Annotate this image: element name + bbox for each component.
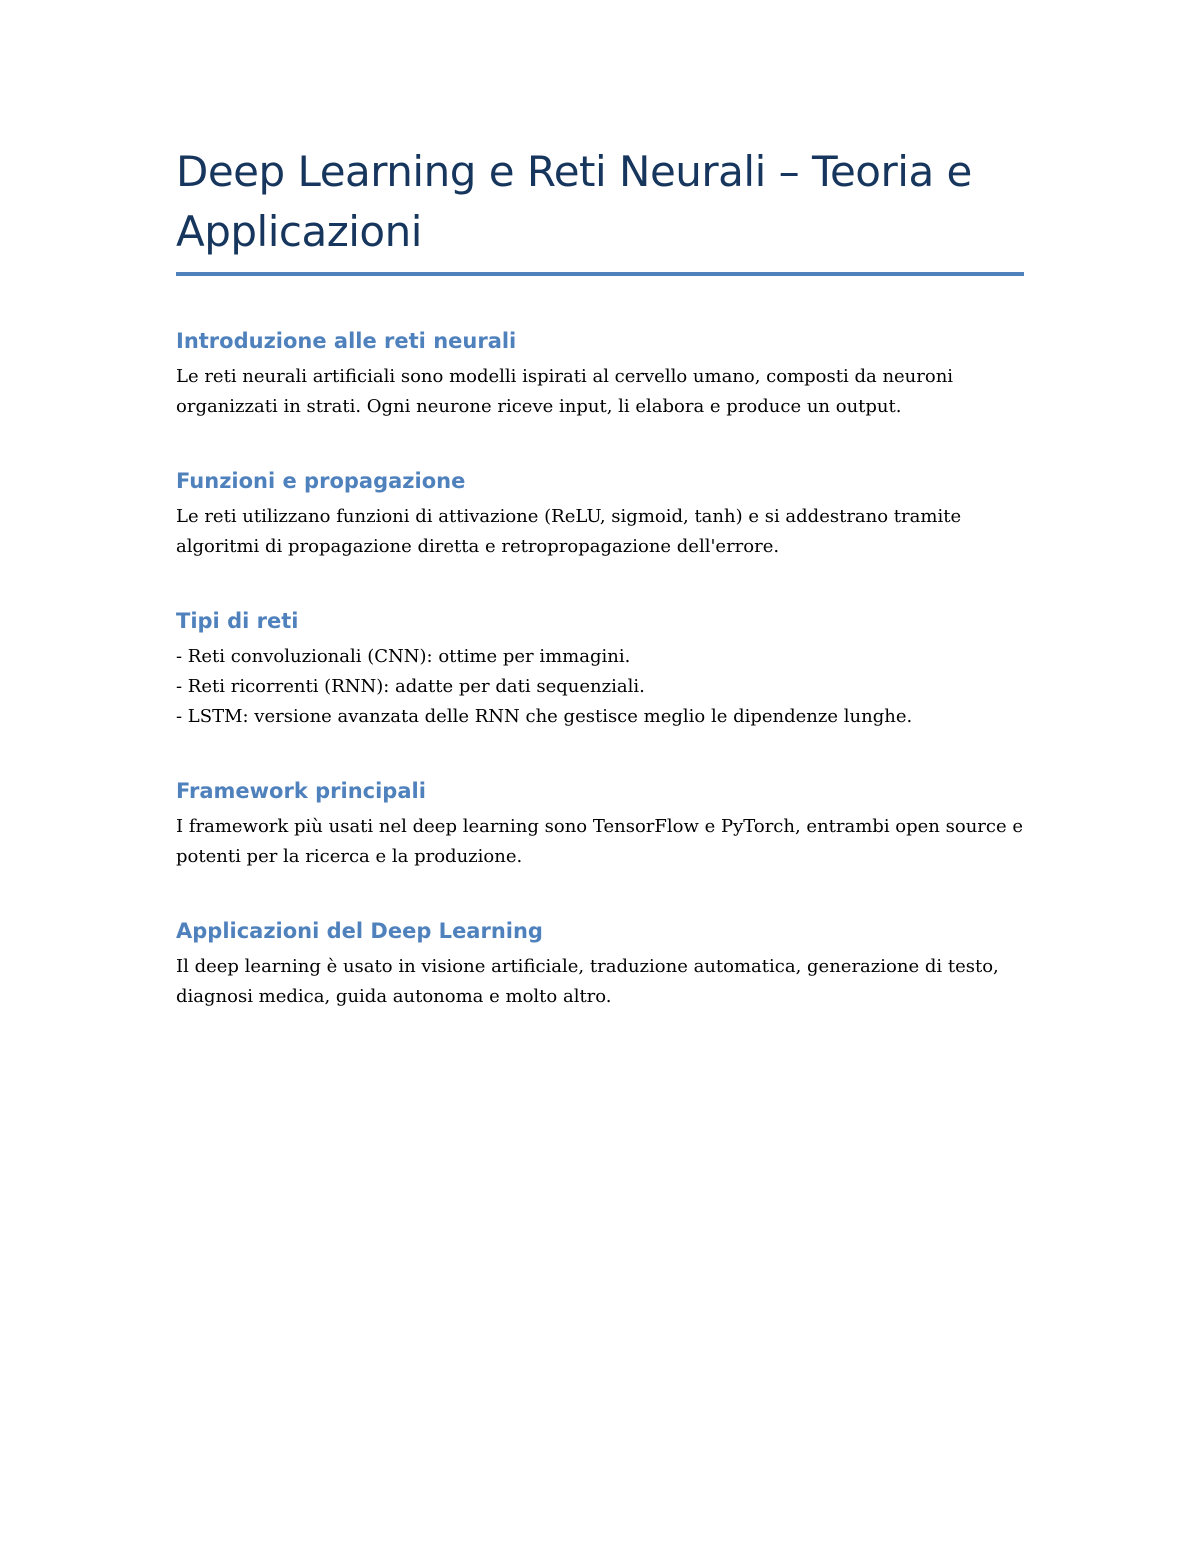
- section-heading: Tipi di reti: [176, 609, 299, 633]
- section-body: I framework più usati nel deep learning sono TensorFlow e PyTorch, entrambi open source e potenti per la ricerca e la produzione.: [176, 816, 1024, 867]
- section-heading: Framework principali: [176, 779, 426, 803]
- section-framework: [176, 776, 1024, 872]
- document-content: [176, 142, 1024, 1056]
- section-heading: Introduzione alle reti neurali: [176, 329, 517, 353]
- section-applicazioni: [176, 916, 1024, 1012]
- section-funzioni: [176, 466, 1024, 562]
- section-heading: Applicazioni del Deep Learning: [176, 919, 543, 943]
- list-item: - LSTM: versione avanzata delle RNN che gestisce meglio le dipendenze lunghe.: [176, 706, 913, 727]
- section-body: Le reti utilizzano funzioni di attivazione (ReLU, sigmoid, tanh) e si addestrano tramite algoritmi di propagazione diretta e retropropagazione dell'errore.: [176, 506, 962, 557]
- section-tipi-di-reti: [176, 606, 1024, 732]
- title-underline: [176, 272, 1024, 276]
- section-introduzione: [176, 326, 1024, 422]
- section-body: Le reti neurali artificiali sono modelli ispirati al cervello umano, composti da neuroni organizzati in strati. Ogni neurone riceve input, li elabora e produce un output.: [176, 366, 954, 417]
- section-heading: Funzioni e propagazione: [176, 469, 466, 493]
- network-types-list: [176, 642, 1024, 732]
- list-item: - Reti convoluzionali (CNN): ottime per immagini.: [176, 646, 631, 667]
- list-item: - Reti ricorrenti (RNN): adatte per dati sequenziali.: [176, 676, 645, 697]
- page-title: Deep Learning e Reti Neurali – Teoria e Applicazioni: [176, 147, 972, 256]
- section-body: Il deep learning è usato in visione artificiale, traduzione automatica, generazione di testo, diagnosi medica, guida autonoma e molto altro.: [176, 956, 999, 1007]
